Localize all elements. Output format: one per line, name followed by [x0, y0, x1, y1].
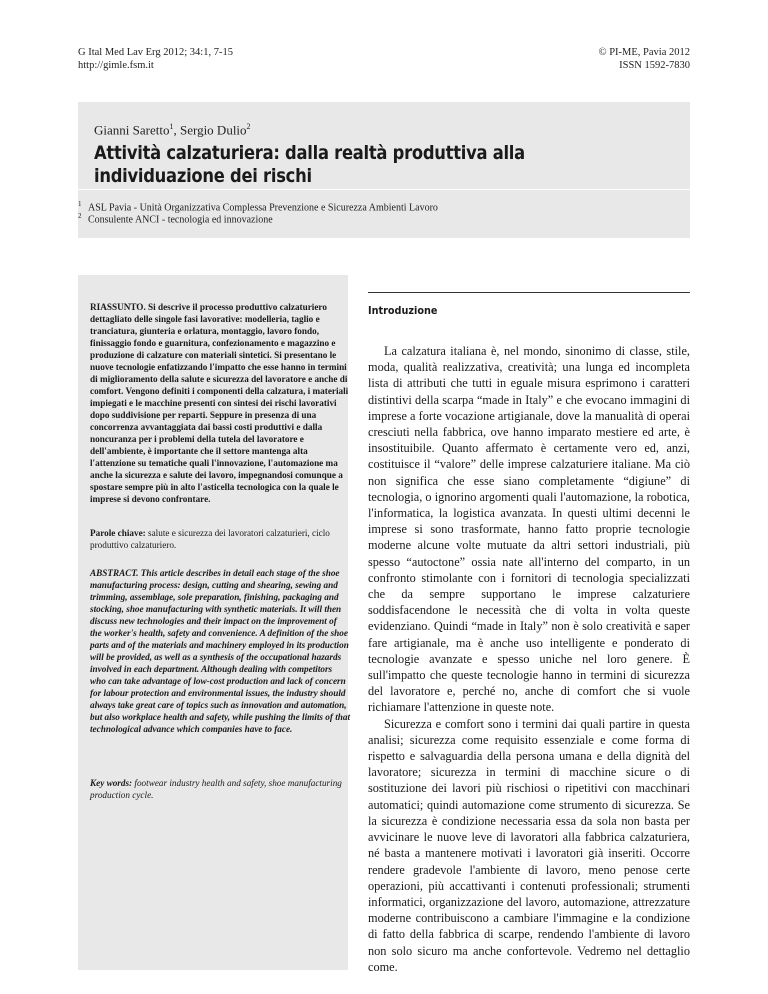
keywords-label: Key words: [90, 778, 133, 788]
author-separator: , [173, 122, 180, 138]
author-affiliation-mark: 1 [169, 122, 174, 131]
body-text [368, 343, 690, 975]
article-title: Attività calzaturiera: dalla realtà produttiva alla individuazione dei rischi [94, 142, 525, 187]
body-paragraph: La calzatura italiana è, nel mondo, sinonimo di classe, stile, moda, qualità realizzativa, creatività; una lunga ed incompleta lista di attributi che tutti in eguale misura esprimono i caratteri distintivi della scarpa “made in Italy” e che evocano immagini di imprese a forte vocazione artigianale, dove la manualità di operai cresciuti nella fabbrica, ove hanno imparato mestiere ed arte, è insostituibile. Quanto affermato è certamente vero ed, anzi, costituisce il “valore” delle imprese calzaturiere italiane. Ma ciò non significa che esse siano completamente “digiune” di tecnologia, o ignorino argomenti quali l'automazione, la robotica, l'informatica, la logistica avanzata. In questi ultimi decenni le imprese si sono trasformate, hanno fatto proprie tecnologie moderne alcune volte mutuate da altri settori industriali, più spesso “autoctone” ossia nate all'interno del comparto, in un confronto stimolante con i fornitori di tecnologia specializzati che da sempre supportano le imprese calzaturiere soddisfacendone le necessità che di volta in volta queste evidenziano. Quindi “made in Italy” non è solo creatività e saper fare artigianale, ma è anche uso intelligente e ponderato di tecnologie avanzate e spesso uniche nel loro genere. È sull'impatto che queste tecnologie hanno in termini di sicurezza del lavoratore e, perché no, anche di comfort che si vuole richiamare l'attenzione in queste note. [368, 344, 690, 715]
keywords-text: footwear industry health and safety, shoe manufacturing production cycle. [90, 778, 342, 800]
issn: ISSN 1592-7830 [619, 60, 690, 71]
journal-header [78, 46, 233, 72]
title-block [78, 102, 690, 189]
affiliation [78, 210, 273, 226]
body-paragraph: Sicurezza e comfort sono i termini dai quali partire in questa analisi; sicurezza come requisito essenziale e come forma di rispetto e salvaguardia della persona umana e della dignità del lavoratore; sicurezza in termini di macchine sicure o di sostituzione dei lavori più rischiosi o ripetitivi con macchinari automatici; quindi automazione come strumento di sicurezza. Se la sicurezza è condizione necessaria essa da sola non basta per avvicinare le nuove leve di lavoratori alla fabbrica calzaturiera, né basta a mantenere motivati i lavoratori già inseriti. Occorre rendere gradevole l'ambiente di lavoro, meno penose certe operazioni, più accattivanti i contenuti professionali; strumenti informatici, organizzazione del lavoro, automazione, attrezzature moderne contribuiscono a cambiare l'immagine e la condizione di fatto della fabbrica di scarpe, rendendo l'ambiente di lavoro non solo sicuro ma anche confortevole. Vedremo nel dettaglio come. [368, 716, 690, 974]
keywords [90, 777, 350, 801]
parole-chiave [90, 527, 350, 551]
publisher-header [599, 46, 690, 72]
abstract-text: ABSTRACT. This article describes in detail each stage of the shoe manufacturing process: design, cutting and shearing, sewing and trimming, assemblage, sole preparation, finishing, packaging and stocking, shoe manufacturing with synthetic materials. It will then discuss new technologies and their impact on the improvement of the worker's health, safety and convenience. A definition of the shoe parts and of the materials and machinery employed in its production will be provided, as well as a synthesis of the occupational hazards involved in each department. Although dealing with competitors who can take advantage of low-cost production and lack of concern for labour protection and environmental issues, the industry should always take great care of topics such as innovation and automation, but also workplace health and safety, while pushing the limits of that technological advance which companies have to face. [90, 568, 351, 734]
author-name: Gianni Saretto [94, 122, 170, 138]
parole-chiave-label: Parole chiave: [90, 528, 146, 538]
author-affiliation-mark: 2 [246, 122, 251, 131]
section-heading: Introduzione [368, 304, 438, 317]
section-divider [368, 292, 690, 293]
affiliation-text: Consulente ANCI - tecnologia ed innovazione [88, 214, 273, 226]
riassunto-text: RIASSUNTO. Si descrive il processo produttivo calzaturiero dettagliato delle singole fasi lavorative: modelleria, taglio e tranciatura, giunteria e orlatura, montaggio, lavoro fondo, finissaggio fondo e guarnitura, confezionamento e magazzino e produzione di calzature con materiali sintetici. Si presentano le nuove tecnologie enfatizzando l'impatto che esse hanno in termini di miglioramento della salute e sicurezza del lavoratore e anche di comfort. Vengono definiti i componenti della calzatura, i materiali impiegati e le macchine presenti con sintesi dei rischi lavorativi dopo suddivisione per reparti. Seppure in presenza di una concorrenza avvantaggiata dai bassi costi produttivi e dalla noncuranza per i problemi della tutela del lavoratore e dell'ambiente, è importante che il settore mantenga alta l'attenzione su tematiche quali l'innovazione, l'automazione ma anche la sicurezza e salute dei lavoro, impegnandosi comunque a spostare sempre più in alto l'asticella tecnologica con la quale le imprese si devono confrontare. [90, 302, 349, 504]
abstract-panel [78, 275, 351, 970]
affiliation-number: 1 [78, 200, 82, 208]
journal-citation: G Ital Med Lav Erg 2012; 34:1, 7-15 [78, 47, 233, 58]
affiliation-text: ASL Pavia - Unità Organizzativa Complessa Prevenzione e Sicurezza Ambienti Lavoro [88, 202, 438, 214]
affiliations-block [78, 190, 690, 238]
publisher-copyright: © PI-ME, Pavia 2012 [598, 47, 690, 58]
parole-chiave-text: salute e sicurezza dei lavoratori calzaturieri, ciclo produttivo calzaturiero. [90, 528, 330, 550]
journal-url[interactable]: http://gimle.fsm.it [78, 60, 154, 71]
author-name: Sergio Dulio [179, 122, 247, 138]
affiliation-number: 2 [78, 212, 82, 220]
authors [94, 122, 251, 138]
